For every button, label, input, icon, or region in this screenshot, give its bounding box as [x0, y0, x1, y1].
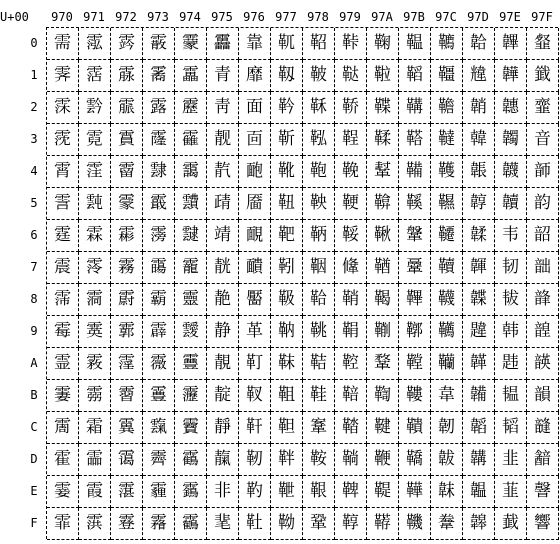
column-header: 971	[83, 10, 105, 24]
glyph-cell: 霽	[143, 444, 175, 476]
glyph-cell: 鞄	[303, 156, 335, 188]
glyph-cell: 鞸	[399, 284, 431, 316]
glyph-cell: 靶	[271, 220, 303, 252]
row-header: C	[30, 420, 38, 434]
glyph-cell: 鞆	[303, 220, 335, 252]
glyph-cell: 革	[239, 316, 271, 348]
glyph-cell: 韚	[463, 348, 495, 380]
glyph-cell: 鞺	[399, 348, 431, 380]
glyph-cell: 靱	[271, 60, 303, 92]
glyph-cell: 鞠	[367, 28, 399, 60]
glyph-cell: 韫	[495, 380, 527, 412]
glyph-cell: 靜	[207, 412, 239, 444]
glyph-cell: 霮	[111, 476, 143, 508]
glyph-cell: 靬	[239, 412, 271, 444]
glyph-cell: 韨	[495, 284, 527, 316]
glyph-cell: 霱	[143, 60, 175, 92]
glyph-cell: 鞩	[367, 316, 399, 348]
glyph-cell: 韬	[495, 412, 527, 444]
row-header: 7	[30, 260, 38, 274]
glyph-cell: 霋	[47, 380, 79, 412]
glyph-cell: 韸	[527, 284, 559, 316]
glyph-cell: 鞶	[399, 220, 431, 252]
glyph-cell: 韡	[495, 60, 527, 92]
glyph-cell: 靾	[271, 476, 303, 508]
column-header: 974	[179, 10, 201, 24]
glyph-cell: 韩	[495, 316, 527, 348]
glyph-cell: 霼	[143, 412, 175, 444]
glyph-cell: 鞲	[399, 92, 431, 124]
glyph-cell: 韭	[495, 444, 527, 476]
glyph-cell: 靥	[239, 188, 271, 220]
glyph-cell: 鞷	[399, 252, 431, 284]
glyph-cell: 靴	[271, 156, 303, 188]
glyph-cell: 霆	[47, 220, 79, 252]
glyph-cell: 鞼	[399, 412, 431, 444]
glyph-cell: 韜	[463, 412, 495, 444]
glyph-cell: 靓	[207, 124, 239, 156]
column-header: 97B	[403, 10, 425, 24]
glyph-cell: 靡	[239, 60, 271, 92]
glyph-cell: 靷	[271, 252, 303, 284]
glyph-cell: 霓	[79, 124, 111, 156]
row-header: D	[30, 452, 38, 466]
glyph-cell: 鞔	[335, 156, 367, 188]
glyph-cell: 靊	[175, 348, 207, 380]
glyph-cell: 鞬	[367, 412, 399, 444]
glyph-cell: 鞙	[335, 316, 367, 348]
glyph-cell: 霖	[79, 220, 111, 252]
glyph-cell: 韒	[463, 92, 495, 124]
glyph-cell: 韎	[431, 476, 463, 508]
column-header: 972	[115, 10, 137, 24]
glyph-cell: 韤	[495, 156, 527, 188]
glyph-cell: 靽	[271, 444, 303, 476]
glyph-cell: 靣	[239, 124, 271, 156]
glyph-cell: 鞰	[399, 28, 431, 60]
glyph-cell: 靃	[175, 124, 207, 156]
row-header: 2	[30, 100, 38, 114]
glyph-cell: 霬	[111, 412, 143, 444]
glyph-cell: 韻	[527, 380, 559, 412]
column-header: 97D	[467, 10, 489, 24]
glyph-cell: 韖	[463, 220, 495, 252]
glyph-cell: 靵	[271, 188, 303, 220]
glyph-cell: 鞳	[399, 124, 431, 156]
row-header: 9	[30, 324, 38, 338]
glyph-cell: 韍	[431, 444, 463, 476]
glyph-cell: 霈	[47, 284, 79, 316]
glyph-cell: 韥	[495, 188, 527, 220]
row-header: 6	[30, 228, 38, 242]
glyph-cell: 霤	[111, 156, 143, 188]
row-header: B	[30, 388, 38, 402]
column-header: 979	[339, 10, 361, 24]
glyph-cell: 靀	[175, 28, 207, 60]
glyph-cell: 霅	[47, 188, 79, 220]
glyph-cell: 霯	[111, 508, 143, 540]
glyph-cell: 鞴	[399, 156, 431, 188]
glyph-cell: 韯	[495, 508, 527, 540]
glyph-cell: 鞢	[367, 92, 399, 124]
glyph-cell: 霘	[79, 284, 111, 316]
glyph-cell: 靭	[239, 444, 271, 476]
glyph-cell: 鞫	[367, 380, 399, 412]
glyph-cell: 韧	[495, 252, 527, 284]
glyph-cell: 非	[207, 476, 239, 508]
column-header: 976	[243, 10, 265, 24]
glyph-cell: 靯	[239, 508, 271, 540]
glyph-cell: 韰	[527, 28, 559, 60]
glyph-cell: 霒	[79, 92, 111, 124]
glyph-cell: 鞵	[399, 188, 431, 220]
glyph-cell: 鞻	[399, 380, 431, 412]
glyph-cell: 青	[207, 60, 239, 92]
glyph-cell: 鞟	[335, 508, 367, 540]
glyph-cell: 韶	[527, 220, 559, 252]
glyph-cell: 霜	[79, 412, 111, 444]
glyph-cell: 靁	[175, 60, 207, 92]
glyph-cell: 需	[47, 28, 79, 60]
glyph-cell: 霔	[79, 156, 111, 188]
glyph-cell: 鞤	[367, 156, 399, 188]
glyph-cell: 霩	[111, 316, 143, 348]
glyph-cell: 静	[207, 316, 239, 348]
glyph-cell: 霁	[47, 60, 79, 92]
glyph-cell: 韮	[495, 476, 527, 508]
glyph-cell: 韷	[527, 252, 559, 284]
glyph-cell: 韢	[495, 92, 527, 124]
glyph-cell: 鞪	[367, 348, 399, 380]
glyph-cell: 靚	[207, 348, 239, 380]
glyph-cell: 靑	[207, 92, 239, 124]
glyph-cell: 霡	[111, 60, 143, 92]
glyph-cell: 霙	[79, 316, 111, 348]
glyph-cell: 霴	[143, 156, 175, 188]
glyph-cell: 霂	[47, 92, 79, 124]
glyph-cell: 韟	[463, 508, 495, 540]
glyph-cell: 韈	[431, 284, 463, 316]
glyph-cell: 霎	[47, 476, 79, 508]
glyph-cell: 鞽	[399, 444, 431, 476]
glyph-cell: 韕	[463, 188, 495, 220]
glyph-cell: 鞹	[399, 316, 431, 348]
glyph-cell: 霊	[47, 348, 79, 380]
glyph-cell: 韁	[431, 60, 463, 92]
glyph-cell: 霠	[111, 28, 143, 60]
glyph-cell: 靸	[271, 284, 303, 316]
glyph-cell: 鞣	[367, 124, 399, 156]
glyph-cell: 韑	[463, 60, 495, 92]
glyph-cell: 霣	[111, 124, 143, 156]
glyph-cell: 韽	[527, 444, 559, 476]
glyph-cell: 霝	[79, 444, 111, 476]
glyph-cell: 靌	[175, 412, 207, 444]
glyph-cell: 靦	[239, 220, 271, 252]
glyph-cell: 霌	[47, 412, 79, 444]
glyph-cell: 霗	[79, 252, 111, 284]
glyph-cell: 鞊	[303, 348, 335, 380]
glyph-cell: 霰	[143, 28, 175, 60]
glyph-cell: 靝	[207, 444, 239, 476]
glyph-cell: 霪	[111, 348, 143, 380]
glyph-cell: 韠	[495, 28, 527, 60]
glyph-cell: 鞥	[367, 188, 399, 220]
glyph-cell: 鞅	[303, 188, 335, 220]
glyph-cell: 鞕	[335, 188, 367, 220]
glyph-cell: 靔	[207, 156, 239, 188]
glyph-cell: 鞃	[303, 124, 335, 156]
glyph-cell: 靍	[175, 444, 207, 476]
glyph-cell: 靎	[175, 476, 207, 508]
column-header: 970	[51, 10, 73, 24]
glyph-cell: 霄	[47, 156, 79, 188]
glyph-cell: 鞡	[367, 60, 399, 92]
column-header: 97F	[531, 10, 553, 24]
glyph-cell: 霨	[111, 284, 143, 316]
glyph-cell: 韀	[431, 28, 463, 60]
row-header: 5	[30, 196, 38, 210]
glyph-cell: 霸	[143, 284, 175, 316]
glyph-cell: 韛	[463, 380, 495, 412]
glyph-cell: 鞑	[335, 60, 367, 92]
glyph-cell: 韦	[495, 220, 527, 252]
glyph-cell: 鞱	[399, 60, 431, 92]
glyph-cell: 鞂	[303, 92, 335, 124]
glyph-cell: 韃	[431, 124, 463, 156]
column-header: 978	[307, 10, 329, 24]
glyph-cell: 鞾	[399, 476, 431, 508]
glyph-cell: 韪	[495, 348, 527, 380]
glyph-cell: 靇	[175, 252, 207, 284]
glyph-cell: 鞭	[367, 444, 399, 476]
glyph-cell: 靄	[175, 156, 207, 188]
glyph-cell: 鞓	[335, 124, 367, 156]
glyph-cell: 靆	[175, 220, 207, 252]
glyph-cell: 霳	[143, 124, 175, 156]
row-header: E	[30, 484, 38, 498]
glyph-cell: 韗	[463, 252, 495, 284]
glyph-cell: 韉	[431, 316, 463, 348]
glyph-cell: 鞚	[335, 348, 367, 380]
glyph-cell: 韺	[527, 348, 559, 380]
row-header: F	[30, 516, 38, 530]
glyph-cell: 霭	[111, 444, 143, 476]
glyph-grid	[46, 27, 558, 539]
glyph-cell: 鞀	[303, 28, 335, 60]
glyph-cell: 韊	[431, 348, 463, 380]
glyph-cell: 韣	[495, 124, 527, 156]
glyph-cell: 靺	[271, 348, 303, 380]
glyph-cell: 霉	[47, 316, 79, 348]
glyph-cell: 韼	[527, 412, 559, 444]
codepoint-prefix-label: U+00	[0, 10, 29, 24]
glyph-cell: 靂	[175, 92, 207, 124]
glyph-cell: 鞋	[303, 380, 335, 412]
glyph-cell: 面	[239, 92, 271, 124]
glyph-cell: 靟	[207, 508, 239, 540]
glyph-cell: 霛	[79, 380, 111, 412]
glyph-cell: 靪	[239, 348, 271, 380]
glyph-cell: 靋	[175, 380, 207, 412]
glyph-cell: 靈	[175, 284, 207, 316]
glyph-cell: 韔	[463, 156, 495, 188]
glyph-cell: 鞉	[303, 316, 335, 348]
glyph-cell: 靰	[271, 28, 303, 60]
glyph-cell: 霃	[47, 124, 79, 156]
glyph-cell: 鞛	[335, 380, 367, 412]
glyph-cell: 鞇	[303, 252, 335, 284]
glyph-cell: 鞒	[335, 92, 367, 124]
glyph-cell: 霶	[143, 220, 175, 252]
glyph-cell: 靗	[207, 252, 239, 284]
glyph-cell: 靹	[271, 316, 303, 348]
glyph-cell: 霍	[47, 444, 79, 476]
glyph-cell: 霾	[143, 476, 175, 508]
glyph-cell: 韘	[463, 284, 495, 316]
glyph-cell: 韇	[431, 252, 463, 284]
glyph-cell: 鞘	[335, 284, 367, 316]
glyph-cell: 韞	[463, 476, 495, 508]
glyph-cell: 鞮	[367, 476, 399, 508]
glyph-cell: 鞝	[335, 444, 367, 476]
glyph-cell: 韵	[527, 188, 559, 220]
glyph-cell: 霵	[143, 188, 175, 220]
glyph-cell: 韙	[463, 316, 495, 348]
glyph-cell: 韋	[431, 380, 463, 412]
row-header: 1	[30, 68, 38, 82]
glyph-cell: 韌	[431, 412, 463, 444]
glyph-cell: 霏	[47, 508, 79, 540]
glyph-cell: 靫	[239, 380, 271, 412]
glyph-cell: 霥	[111, 188, 143, 220]
glyph-cell: 霞	[79, 476, 111, 508]
glyph-cell: 霫	[111, 380, 143, 412]
glyph-cell: 韐	[463, 28, 495, 60]
glyph-cell: 鞿	[399, 508, 431, 540]
glyph-cell: 靧	[239, 252, 271, 284]
glyph-cell: 霕	[79, 188, 111, 220]
glyph-cell: 靏	[175, 508, 207, 540]
glyph-cell: 韂	[431, 92, 463, 124]
glyph-cell: 靅	[175, 188, 207, 220]
glyph-cell: 霿	[143, 508, 175, 540]
glyph-cell: 靠	[239, 28, 271, 60]
glyph-cell: 霦	[111, 220, 143, 252]
glyph-cell: 鞌	[303, 412, 335, 444]
glyph-cell: 鞁	[303, 60, 335, 92]
glyph-cell: 露	[143, 92, 175, 124]
row-header: 4	[30, 164, 38, 178]
glyph-cell: 靘	[207, 284, 239, 316]
column-header: 97A	[371, 10, 393, 24]
glyph-cell: 靐	[207, 28, 239, 60]
glyph-cell: 鞨	[367, 284, 399, 316]
glyph-cell: 霹	[143, 316, 175, 348]
glyph-cell: 霢	[111, 92, 143, 124]
glyph-cell: 鞦	[367, 220, 399, 252]
glyph-cell: 靛	[207, 380, 239, 412]
glyph-cell: 靻	[271, 380, 303, 412]
glyph-cell: 霻	[143, 380, 175, 412]
glyph-cell: 霑	[79, 60, 111, 92]
glyph-cell: 靖	[207, 220, 239, 252]
glyph-cell: 鞗	[335, 252, 367, 284]
glyph-cell: 靳	[271, 124, 303, 156]
glyph-cell: 韲	[527, 92, 559, 124]
glyph-cell: 韱	[527, 60, 559, 92]
glyph-cell: 鞐	[335, 28, 367, 60]
column-header: 975	[211, 10, 233, 24]
glyph-cell: 鞞	[335, 476, 367, 508]
glyph-cell: 靿	[271, 508, 303, 540]
glyph-cell: 音	[527, 124, 559, 156]
glyph-cell: 韝	[463, 444, 495, 476]
glyph-cell: 靼	[271, 412, 303, 444]
glyph-cell: 靕	[207, 188, 239, 220]
row-header: 3	[30, 132, 38, 146]
glyph-cell: 靲	[271, 92, 303, 124]
glyph-cell: 鞈	[303, 284, 335, 316]
column-header: 97E	[499, 10, 521, 24]
glyph-cell: 靉	[175, 316, 207, 348]
glyph-cell: 鞧	[367, 252, 399, 284]
glyph-cell: 震	[47, 252, 79, 284]
glyph-cell: 鞏	[303, 508, 335, 540]
glyph-cell: 靤	[239, 156, 271, 188]
glyph-cell: 霟	[79, 508, 111, 540]
glyph-cell: 鞖	[335, 220, 367, 252]
glyph-cell: 韏	[431, 508, 463, 540]
row-header: 0	[30, 36, 38, 50]
row-header: A	[30, 356, 38, 370]
glyph-cell: 霺	[143, 348, 175, 380]
glyph-cell: 鞜	[335, 412, 367, 444]
glyph-cell: 鞍	[303, 444, 335, 476]
glyph-cell: 霚	[79, 348, 111, 380]
glyph-cell: 鞯	[367, 508, 399, 540]
glyph-cell: 韴	[527, 156, 559, 188]
glyph-cell: 韄	[431, 156, 463, 188]
glyph-cell: 韹	[527, 316, 559, 348]
glyph-cell: 霷	[143, 252, 175, 284]
glyph-cell: 韾	[527, 476, 559, 508]
glyph-cell: 響	[527, 508, 559, 540]
glyph-cell: 霧	[111, 252, 143, 284]
column-header: 977	[275, 10, 297, 24]
column-header: 973	[147, 10, 169, 24]
glyph-cell: 韓	[463, 124, 495, 156]
glyph-cell: 靮	[239, 476, 271, 508]
column-header: 97C	[435, 10, 457, 24]
row-header: 8	[30, 292, 38, 306]
glyph-cell: 韅	[431, 188, 463, 220]
glyph-cell: 韆	[431, 220, 463, 252]
glyph-cell: 靨	[239, 284, 271, 316]
glyph-cell: 霐	[79, 28, 111, 60]
glyph-cell: 鞎	[303, 476, 335, 508]
